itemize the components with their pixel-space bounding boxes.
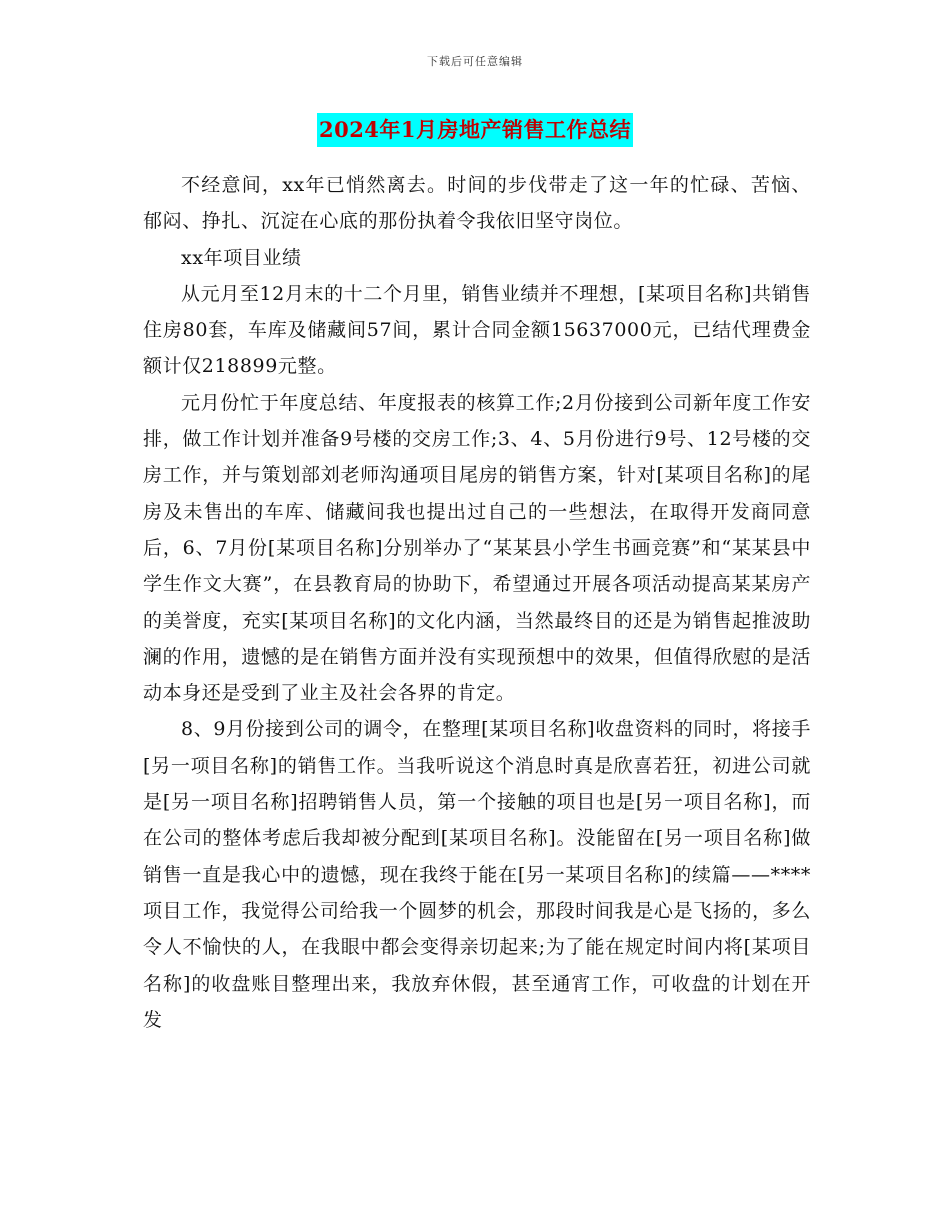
document-body bbox=[143, 167, 811, 1038]
page-header-note: 下载后可任意编辑 bbox=[427, 55, 523, 68]
paragraph-transfer: 8、9月份接到公司的调令，在整理[某项目名称]收盘资料的同时，将接手[另一项目名称]的销售工作。当我听说这个消息时真是欣喜若狂，初进公司就是[另一项目名称]招聘销售人员，第一个接触的项目也是[另一项目名称]，而在公司的整体考虑后我却被分配到[某项目名称]。没能留在[另一项目名称]做销售一直是我心中的遗憾，现在我终于能在[另一某项目名称]的续篇——****项目工作，我觉得公司给我一个圆梦的机会，那段时间我是心是飞扬的，多么令人不愉快的人，在我眼中都会变得亲切起来;为了能在规定时间内将[某项目名称]的收盘账目整理出来，我放弃休假，甚至通宵工作，可收盘的计划在开发 bbox=[143, 718, 811, 1031]
title-container bbox=[0, 113, 950, 147]
document-title: 2024年1月房地产销售工作总结 bbox=[317, 113, 633, 147]
paragraph-section-heading: xx年项目业绩 bbox=[181, 246, 302, 269]
paragraph-intro: 不经意间，xx年已悄然离去。时间的步伐带走了这一年的忙碌、苦恼、郁闷、挣扎、沉淀在心底的那份执着令我依旧坚守岗位。 bbox=[143, 174, 811, 233]
paragraph-sales-figures: 从元月至12月末的十二个月里，销售业绩并不理想，[某项目名称]共销售住房80套，车库及储藏间57间，累计合同金额15637000元，已结代理费金额计仅218899元整。 bbox=[143, 282, 811, 378]
paragraph-monthly-work: 元月份忙于年度总结、年度报表的核算工作;2月份接到公司新年度工作安排，做工作计划并准备9号楼的交房工作;3、4、5月份进行9号、12号楼的交房工作，并与策划部刘老师沟通项目尾房的销售方案，针对[某项目名称]的尾房及未售出的车库、储藏间我也提出过自己的一些想法，在取得开发商同意后，6、7月份[某项目名称]分别举办了“某某县小学生书画竞赛”和“某某县中学生作文大赛”，在县教育局的协助下，希望通过开展各项活动提高某某房产的美誉度，充实[某项目名称]的文化内涵，当然最终目的还是为销售起推波助澜的作用，遗憾的是在销售方面并没有实现预想中的效果，但值得欣慰的是活动本身还是受到了业主及社会各界的肯定。 bbox=[143, 391, 811, 705]
